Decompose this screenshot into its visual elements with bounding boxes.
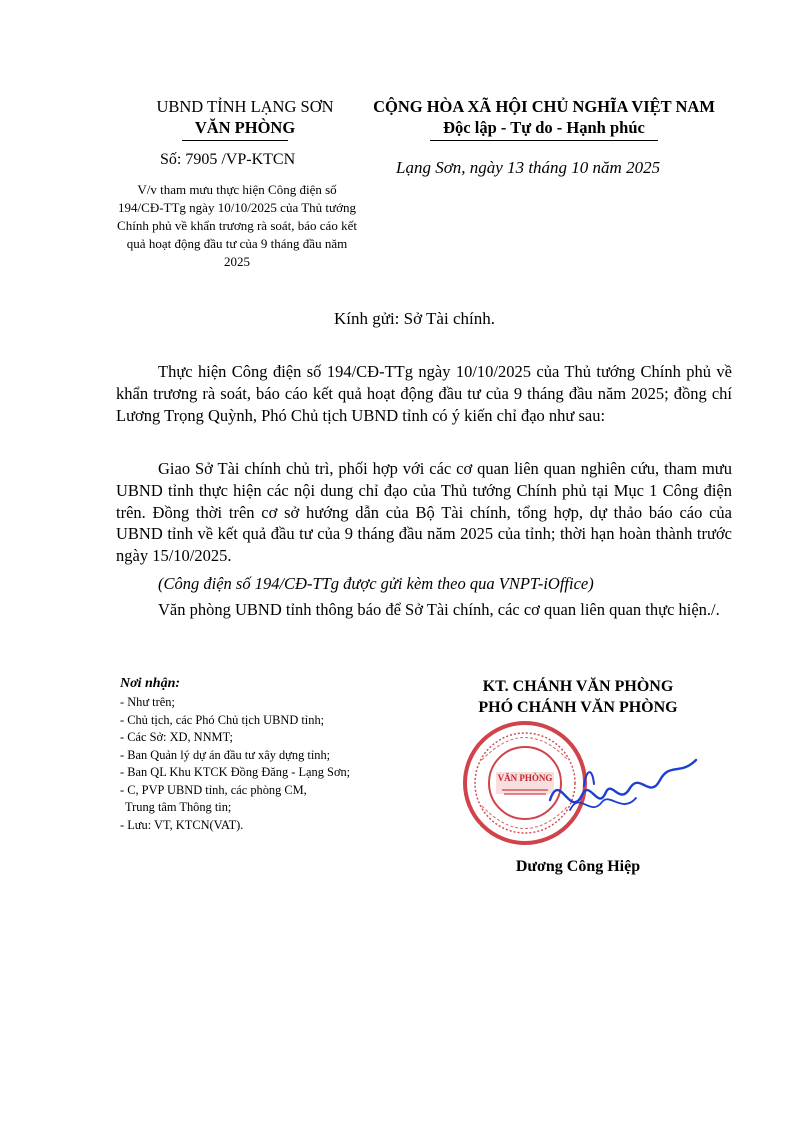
signer-title-line-2: PHÓ CHÁNH VĂN PHÒNG <box>478 699 678 716</box>
list-item: - Ban Quản lý dự án đầu tư xây dựng tỉnh; <box>120 747 331 762</box>
handwritten-signature-icon <box>540 740 700 830</box>
attachment-note: (Công điện số 194/CĐ-TTg được gửi kèm theo qua VNPT-iOffice) <box>158 574 594 593</box>
signer-name: Dương Công Hiệp <box>515 858 641 875</box>
list-item: - Lưu: VT, KTCN(VAT). <box>120 817 244 832</box>
signer-title <box>440 676 716 718</box>
issuing-authority <box>120 96 370 138</box>
list-item: - C, PVP UBND tỉnh, các phòng CM, <box>120 782 307 797</box>
list-item: - Các Sở: XD, NNMT; <box>120 730 233 744</box>
body-paragraph-1: Thực hiện Công điện số 194/CĐ-TTg ngày 10/10/2025 của Thủ tướng Chính phủ về khẩn trương rà soát, báo cáo kết quả hoạt động đầu tư của 9 tháng đầu năm 2025; đồng chí Lương Trọng Quỳnh, Phó Chủ tịch UBND tỉnh có ý kiến chỉ đạo như sau: <box>116 362 732 425</box>
recipients-list <box>120 694 350 834</box>
department-name: VĂN PHÒNG <box>194 118 296 137</box>
document-subject: V/v tham mưu thực hiện Công điện số 194/CĐ-TTg ngày 10/10/2025 của Thủ tướng Chính phủ về khẩn trương rà soát, báo cáo kết quả hoạt động đầu tư của 9 tháng đầu năm 2025 <box>117 182 357 269</box>
list-item: - Như trên; <box>120 695 175 709</box>
document-number: Số: 7905 /VP-KTCN <box>160 151 296 168</box>
authority-name: UBND TỈNH LẠNG SƠN <box>156 97 334 116</box>
recipients-heading: Nơi nhận: <box>120 676 181 691</box>
list-item: Trung tâm Thông tin; <box>125 800 232 814</box>
national-header <box>356 96 732 138</box>
seal-text: VĂN PHÒNG <box>497 773 553 783</box>
signer-title-line-1: KT. CHÁNH VĂN PHÒNG <box>482 678 674 695</box>
national-motto: Độc lập - Tự do - Hạnh phúc <box>443 118 645 137</box>
list-item: - Ban QL Khu KTCK Đồng Đăng - Lạng Sơn; <box>120 765 351 779</box>
nation-name: CỘNG HÒA XÃ HỘI CHỦ NGHĨA VIỆT NAM <box>373 97 715 116</box>
body-paragraph-2: Giao Sở Tài chính chủ trì, phối hợp với các cơ quan liên quan nghiên cứu, tham mưu UBND tỉnh thực hiện các nội dung chỉ đạo của Thủ tướng Chính phủ tại Mục 1 Công điện trên. Đồng thời trên cơ sở hướng dẫn của Bộ Tài chính, tổng hợp, dự thảo báo cáo của UBND tỉnh về kết quả đầu tư của 9 tháng đầu năm 2025 của tỉnh; thời hạn hoàn thành trước ngày 15/10/2025. <box>116 459 732 566</box>
body-paragraph-closing: Văn phòng UBND tỉnh thông báo để Sở Tài chính, các cơ quan liên quan thực hiện./. <box>158 600 720 619</box>
recipient-line: Kính gửi: Sở Tài chính. <box>334 309 495 328</box>
left-header-underline <box>182 140 288 141</box>
right-header-underline <box>430 140 658 141</box>
date-line: Lạng Sơn, ngày 13 tháng 10 năm 2025 <box>396 158 661 177</box>
list-item: - Chủ tịch, các Phó Chủ tịch UBND tỉnh; <box>120 712 325 727</box>
